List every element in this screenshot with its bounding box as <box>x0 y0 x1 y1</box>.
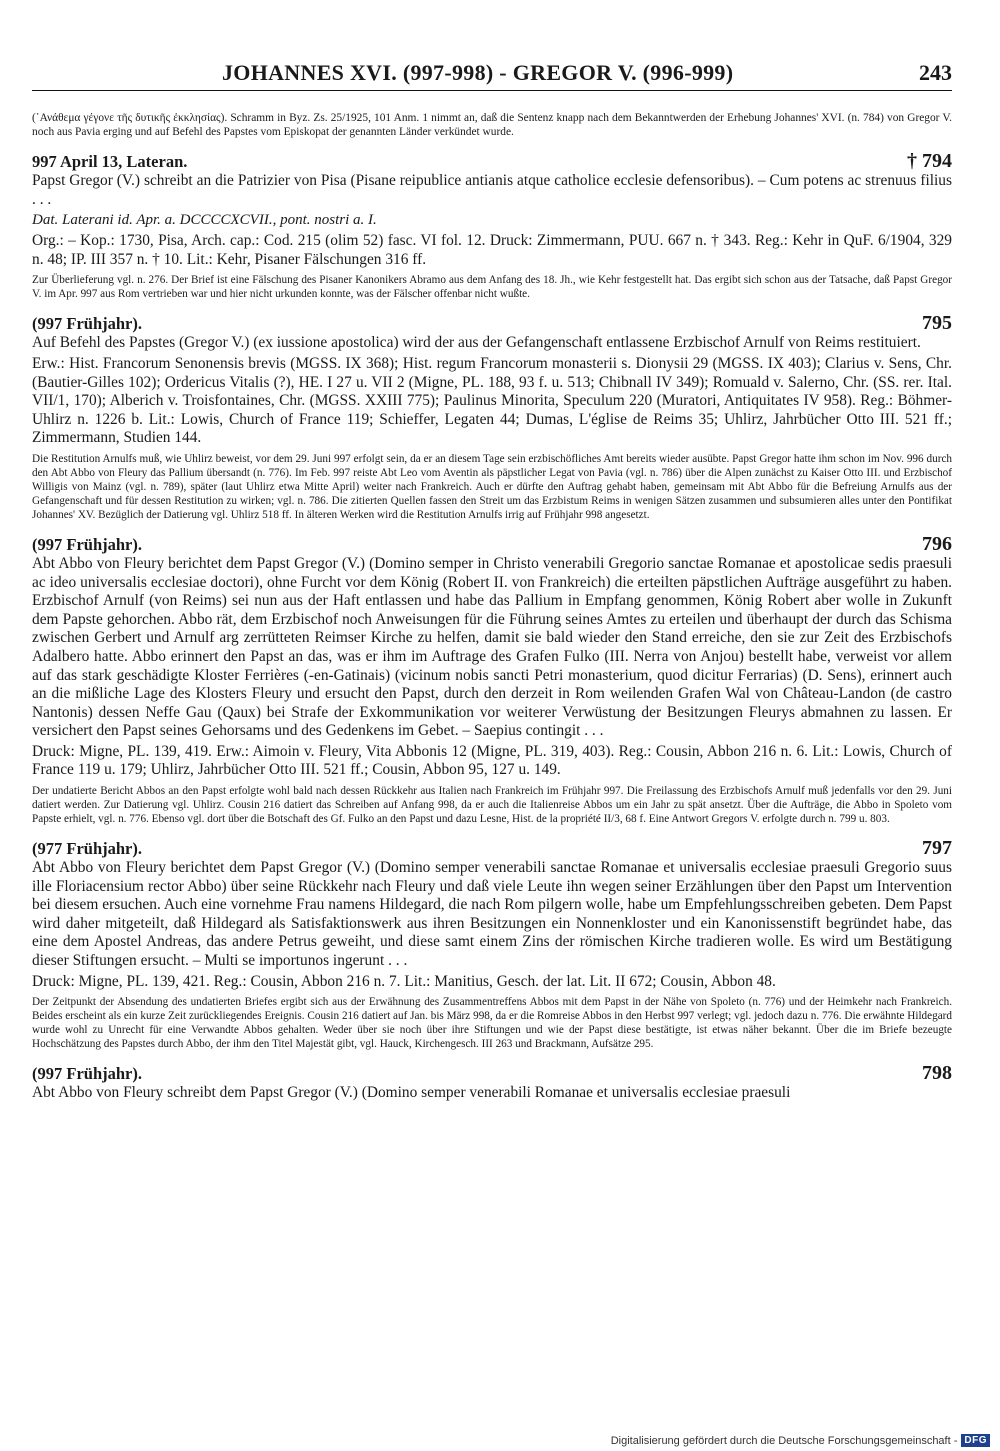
entry-references: Druck: Migne, PL. 139, 421. Reg.: Cousin, Abbon 216 n. 7. Lit.: Manitius, Gesch. der lat. Lit. II 672; Cousin, Abbon 48. <box>32 972 776 990</box>
entry-text: Auf Befehl des Papstes (Gregor V.) (ex iussione apostolica) wird der aus der Gefangenschaft entlassene Erzbischof Arnulf von Reims restituiert. <box>32 334 921 352</box>
regest-entry <box>32 534 952 826</box>
dfg-logo: DFG <box>961 1434 990 1447</box>
entry-date: (997 Frühjahr). <box>32 534 142 554</box>
footer <box>611 1434 990 1447</box>
entry-number: 796 <box>922 532 952 555</box>
entry-heading <box>32 838 952 859</box>
entry-text: Papst Gregor (V.) schreibt an die Patrizier von Pisa (Pisane reipublice antianis atque catholice ecclesie defensoribus). – Cum potens ac strenuus filius . . . <box>32 172 952 208</box>
regest-entry <box>32 838 952 1051</box>
entry-number: 798 <box>922 1062 952 1085</box>
entry-number: 795 <box>922 312 952 335</box>
regesta-entries <box>32 151 952 1103</box>
entry-references: Org.: – Kop.: 1730, Pisa, Arch. cap.: Cod. 215 (olim 52) fasc. VI fol. 12. Druck: Zimmermann, PUU. 667 n. † 343. Reg.: Kehr in QuF. 6/1904, 329 n. 48; IP. III 357 n. † 10. Lit.: Kehr, Pisaner Fälschungen 316 ff. <box>32 232 952 268</box>
entry-text: Abt Abbo von Fleury schreibt dem Papst Gregor (V.) (Domino semper venerabili Romanae et universalis ecclesiae praesuli <box>32 1084 791 1102</box>
entry-number: † 794 <box>907 150 952 172</box>
entry-date: (997 Frühjahr). <box>32 1064 142 1084</box>
entry-commentary: Der Zeitpunkt der Absendung des undatierten Briefes ergibt sich aus der Erwähnung des Zusammentreffens Abbos mit dem Papst in der Nähe von Spoleto (n. 776) und der Heimkehr nach Frankreich. Beides erscheint als ein kurze Zeit zurückliegendes Ereignis. Cousin 216 datiert auf Jan. bis März 998, da er die Romreise Abbos in den Herbst 997 verlegt; vgl. jedoch dazu n. 776. Die erwähnte Hildegard wurde wohl zu Unrecht für eine Verwandte Abbos gehalten. Weder über sie noch über ihre Stiftungen und wie der Papst diese bestätigte, ist etwas näher bekannt. Über die im Briefe bezeugte Hochschätzung des Papstes durch Abbo, der ihm den Titel Majestät gibt, vgl. Hauck, Kirchengesch. III 263 und Brackmann, Aufsätze 295. <box>32 996 952 1051</box>
entry-references: Erw.: Hist. Francorum Senonensis brevis (MGSS. IX 368); Hist. regum Francorum monasterii s. Dionysii 29 (MGSS. IX 403); Clarius v. Sens, Chr. (Bautier-Gilles 102); Ordericus Vitalis (?), HE. I 27 u. VII 2 (Migne, PL. 188, 93 f. u. 513; Chibnall IV 349); Romuald v. Salerno, Chr. (SS. rer. Ital. VII/1, 170); Alberich v. Troisfontaines, Chr. (MGSS. XXIII 775); Paulinus Minorita, Speculum 220 (Muratori, Antiquitates IV 958). Reg.: Böhmer-Uhlirz n. 1226 b. Lit.: Lowis, Church of France 119; Schieffer, Legaten 44; Dumas, L'église de Reims 35; Uhlirz, Jahrbücher Otto III. 521 ff.; Zimmermann, Studien 144. <box>32 354 952 447</box>
entry-commentary: Zur Überlieferung vgl. n. 276. Der Brief ist eine Fälschung des Pisaner Kanonikers Abramo aus dem Anfang des 18. Jh., wie Kehr festgestellt hat. Das ergibt sich schon aus der Tatsache, daß Papst Gregor V. im Apr. 997 aus Rom vertrieben war und hier nicht urkunden konnte, was der Fälscher offenbar nicht wußte. <box>32 274 952 301</box>
entry-references: Druck: Migne, PL. 139, 419. Erw.: Aimoin v. Fleury, Vita Abbonis 12 (Migne, PL. 319, 403). Reg.: Cousin, Abbon 216 n. 6. Lit.: Lowis, Church of France 119 u. 179; Uhlirz, Jahrbücher Otto III. 521 ff.; Cousin, Abbon 95, 127 u. 149. <box>32 742 952 779</box>
entry-date: (977 Frühjahr). <box>32 839 142 859</box>
regest-entry <box>32 151 952 301</box>
intro-note: (᾿Ανάθεμα γέγονε τῆς δυτικῆς ἐκκλησίας). Schramm in Byz. Zs. 25/1925, 101 Anm. 1 nimmt an, daß die Sentenz knapp nach dem Bekanntwerden der Erhebung Johannes' XVI. (n. 784) von Gregor V. noch aus Pavia erging und auf Befehl des Papstes vom Episkopat der genannten Länder verkündet wurde. <box>32 112 952 138</box>
entry-dating: Dat. Laterani id. Apr. a. DCCCCXCVII., pont. nostri a. I. <box>32 212 377 229</box>
page-number: 243 <box>919 60 952 85</box>
regest-entry <box>32 313 952 522</box>
entry-commentary: Die Restitution Arnulfs muß, wie Uhlirz beweist, vor dem 29. Juni 997 erfolgt sein, da er an diesem Tage sein erzbischöfliches Amt bereits wieder ausübte. Papst Gregor hatte ihm schon im Nov. 996 durch den Abt Abbo von Fleury das Pallium übersandt (n. 776). Im Feb. 997 reiste Abt Leo vom Aventin als päpstlicher Legat von Pavia (vgl. n. 786) über die Alpen zunächst zu Kaiser Otto III. und Erzbischof Willigis von Mainz (vgl. n. 789), später (laut Uhlirz etwa Mitte April) weiter nach Frankreich. Auch er dürfte den Auftrag gehabt haben, gemeinsam mit Abt Abbo für die Befreiung Arnulfs aus der Gefangenschaft und für dessen Restitution zu wirken; vgl. n. 786. Die zitierten Quellen fassen den Streit um das Erzbistum Reims in wenigen Sätzen zusammen und subsumieren alles unter den Pontifikat Johannes' XV. Bezüglich der Datierung vgl. Uhlirz 518 ff. In älteren Werken wird die Restitution Arnulfs irrig auf Frühjahr 998 angesetzt. <box>32 452 952 521</box>
entry-heading <box>32 1063 952 1084</box>
entry-text: Abt Abbo von Fleury berichtet dem Papst Gregor (V.) (Domino semper in Christo venerabili Gregorio sanctae Romanae et apostolicae sedis praesuli ac ideo universalis ecclesiae doctori), ohne Furcht vor dem König (Robert II. von Frankreich) die erteilten päpstlichen Aufträge ausgeführt zu haben. Erzbischof Arnulf (von Reims) sei nun aus der Haft entlassen und habe das Pallium in Empfang genommen, König Robert aber wolle in Zukunft dem Papste gehorchen. Abbo rät, dem Erzbischof noch Anweisungen für die Führung seines Amtes zu erteilen und überhaupt der durch das Schisma zwischen Gerbert und Arnulf arg zerrütteten Reimser Kirche zu helfen, damit sie bald wieder den Stand erreiche, den sie zur Zeit des Erzbischofs Adalbero hatte. Abbo erinnert den Papst an das, was er ihm im Auftrage des Grafen Fulko (III. Nerra von Anjou) bestellt habe, verweist vor allem auf das stark geschädigte Kloster Ferrières (-en-Gatinais) (vicinum nobis sancti Petri monasterium, quod dicitur Ferrarias) (D. Sens), erinnert auch an die mißliche Lage des Klosters Fleury und ersucht den Papst, durch den derzeit in Rom weilenden Grafen Wal von Château-Landon (de castro Nantonis) dessen Neffe Gau (Qaux) bei Strafe der Exkommunikation vor weiterer Verwüstung der Besitzungen Fleurys abmahnen zu lassen. Er versichert den Papst seines Gehorsams und des Gedenkens im Gebet. – Saepius contingit . . . <box>32 554 952 740</box>
footer-text: Digitalisierung gefördert durch die Deutsche Forschungsgemeinschaft - <box>610 1434 958 1447</box>
regest-entry <box>32 1063 952 1103</box>
page-title: JOHANNES XVI. (997-998) - GREGOR V. (996-999) <box>222 60 734 85</box>
entry-date: 997 April 13, Lateran. <box>32 152 188 171</box>
entry-commentary: Der undatierte Bericht Abbos an den Papst erfolgte wohl bald nach dessen Rückkehr aus Italien nach Frankreich im Frühjahr 997. Die Freilassung des Erzbischofs Arnulf muß jedenfalls vor den 29. Juni datiert werden. Zur Datierung vgl. Uhlirz. Cousin 216 datiert das Schreiben auf Anfang 998, da er auch die Italienreise Abbos um ein Jahr zu spät ansetzt. Über die Aufträge, die Abbo in Spoleto vom Papste erhielt, vgl. n. 776. Ebenso vgl. dort über die Botschaft des Gf. Fulko an den Papst und dazu Lesne, Hist. de la propriété II/3, 68 f. Eine Antwort Gregors V. erfolgte durch n. 799 u. 803. <box>32 785 952 826</box>
entry-heading <box>32 151 952 172</box>
entry-heading <box>32 534 952 555</box>
entry-text: Abt Abbo von Fleury berichtet dem Papst Gregor (V.) (Domino semper venerabili sanctae Romanae et universalis ecclesiae praesuli Gregorio suus ille Floriacensium rector Abbo) über seine Rückkehr nach Fleury und daß viele Leute ihn wegen seiner Erzählungen über den Papst um Intervention bei diesem ersuchen. Auch eine vornehme Frau namens Hildegard, die nach Rom pilgern wolle, habe um Empfehlungsschreiben gebeten. Dem Papst wird daher mitgeteilt, daß Hildegard als Satisfaktionswerk aus ihren Besitzungen ein Nonnenkloster und ein Kanonissenstift begründet habe, das eine dem Apostel Andreas, das andere Petrus geweiht, und diese samt einem Zins der römischen Kirche tradieren wolle. Es wird um Bestätigung dieser Stiftungen ersucht. – Multi se importunos ingerunt . . . <box>32 859 952 970</box>
entry-number: 797 <box>922 837 952 860</box>
document-page <box>32 60 952 1103</box>
entry-heading <box>32 313 952 334</box>
entry-date: (997 Frühjahr). <box>32 314 142 334</box>
running-header <box>32 60 952 91</box>
